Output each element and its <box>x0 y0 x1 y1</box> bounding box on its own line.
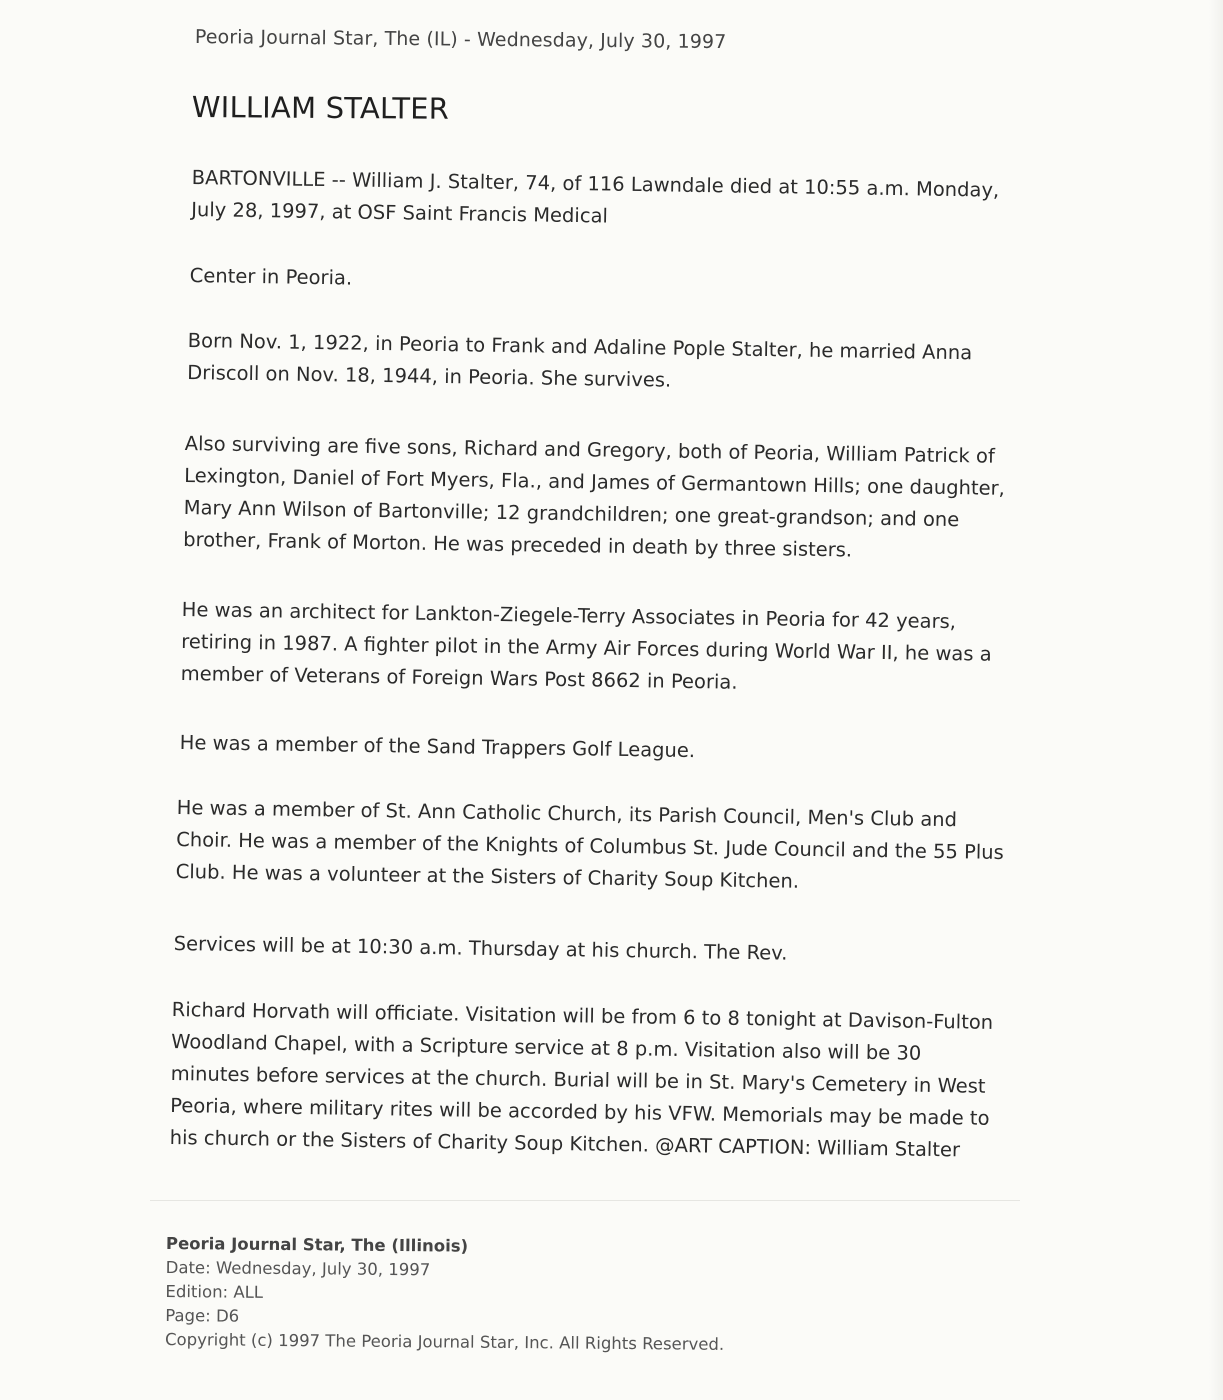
scan-edge <box>1209 0 1223 1400</box>
paragraph-3: Born Nov. 1, 1922, in Peoria to Frank and Adaline Pople Stalter, he married Anna Driscoll on Nov. 18, 1944, in Peoria. She survives. <box>187 328 973 392</box>
paragraph-6: He was a member of the Sand Trappers Golf League. <box>179 730 696 763</box>
source-line: Peoria Journal Star, The (IL) - Wednesday, July 30, 1997 <box>194 26 727 54</box>
paragraph-2: Center in Peoria. <box>189 263 353 290</box>
obituary-headline: WILLIAM STALTER <box>191 90 450 126</box>
footer-edition: Edition: ALL <box>165 1281 264 1302</box>
paragraph-5: He was an architect for Lankton-Ziegele-Terry Associates in Peoria for 42 years, retiring in 1987. A fighter pilot in the Army Air Forces during World War II, he was a member of Veterans of Foreign Wars Post 8662 in Peoria. <box>180 597 992 694</box>
paragraph-4: Also surviving are five sons, Richard and Gregory, both of Peoria, William Patrick of Lexington, Daniel of Fort Myers, Fla., and James of Germantown Hills; one daughter, Mary Ann Wilson of Bartonville; 12 grandchildren; one great-grandson; and one brother, Frank of Morton. He was preceded in death by three sisters. <box>183 431 1006 562</box>
footer-divider <box>150 1200 1020 1201</box>
footer-copyright: Copyright (c) 1997 The Peoria Journal Star, Inc. All Rights Reserved. <box>164 1329 725 1354</box>
footer-date: Date: Wednesday, July 30, 1997 <box>165 1257 431 1280</box>
paragraph-1: BARTONVILLE -- William J. Stalter, 74, of 116 Lawndale died at 10:55 a.m. Monday, July 28, 1997, at OSF Saint Francis Medical <box>191 165 1000 228</box>
footer-publication: Peoria Journal Star, The (Illinois) <box>165 1233 469 1256</box>
citation-footer <box>165 1232 725 1357</box>
footer-page: Page: D6 <box>165 1305 240 1326</box>
paragraph-7: He was a member of St. Ann Catholic Church, its Parish Council, Men's Club and Choir. He was a member of the Knights of Columbus St. Jude Council and the 55 Plus Club. He was a volunteer at the Sisters of Charity Soup Kitchen. <box>175 795 1004 893</box>
paragraph-8: Services will be at 10:30 a.m. Thursday at his church. The Rev. <box>173 931 788 965</box>
paragraph-9: Richard Horvath will officiate. Visitation will be from 6 to 8 tonight at Davison-Fulton Woodland Chapel, with a Scripture service at 8 p.m. Visitation also will be 30 minutes before services at the church. Burial will be in St. Mary's Cemetery in West Peoria, where military rites will be accorded by his VFW. Memorials may be made to his church or the Sisters of Charity Soup Kitchen. @ART CAPTION: William Stalter <box>169 997 994 1162</box>
